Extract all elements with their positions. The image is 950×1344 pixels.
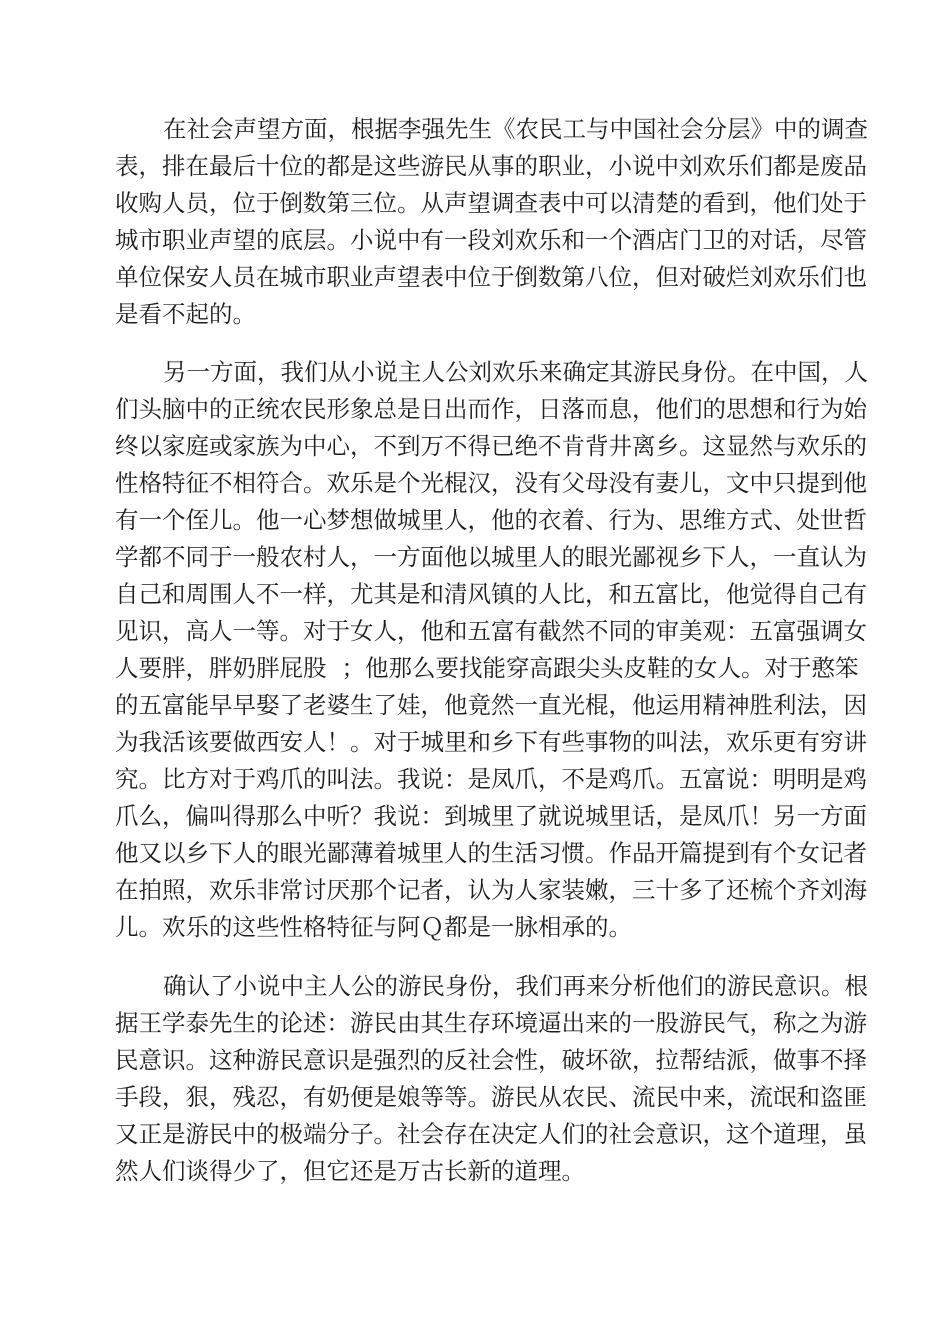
text-line: 在社会声望方面，根据李强先生《农民工与中国社会分层》中的调查	[163, 115, 868, 143]
text-line: 他又以乡下人的眼光鄙薄着城里人的生活习惯。作品开篇提到有个女记者	[115, 839, 867, 867]
text-line: 又正是游民中的极端分子。社会存在决定人们的社会意识，这个道理，虽	[115, 1120, 867, 1148]
text-line: 单位保安人员在城市职业声望表中位于倒数第八位，但对破烂刘欢乐们也	[115, 263, 867, 291]
text-line: 民意识。这种游民意识是强烈的反社会性，破坏欲，拉帮结派，做事不择	[115, 1046, 867, 1074]
text-line: 另一方面，我们从小说主人公刘欢乐来确定其游民身份。在中国，人	[163, 358, 868, 386]
text-line: 手段，狠，残忍，有奶便是娘等等。游民从农民、流民中来，流氓和盗匪	[115, 1083, 867, 1111]
text-line: 性格特征不相符合。欢乐是个光棍汉，没有父母没有妻儿，文中只提到他	[115, 469, 867, 497]
text-line: 们头脑中的正统农民形象总是日出而作，日落而息，他们的思想和行为始	[115, 395, 867, 423]
text-line: 究。比方对于鸡爪的叫法。我说：是凤爪，不是鸡爪。五富说：明明是鸡	[115, 765, 867, 793]
text-line: 自己和周围人不一样，尤其是和清风镇的人比，和五富比，他觉得自己有	[115, 580, 867, 608]
text-line: 据王学泰先生的论述：游民由其生存环境逼出来的一股游民气，称之为游	[115, 1009, 867, 1037]
text-line: 城市职业声望的底层。小说中有一段刘欢乐和一个酒店门卫的对话，尽管	[115, 226, 867, 254]
text-line: 确认了小说中主人公的游民身份，我们再来分析他们的游民意识。根	[163, 972, 868, 1000]
text-line: 在拍照，欢乐非常讨厌那个记者，认为人家装嫩，三十多了还梳个齐刘海	[115, 876, 867, 904]
text-line: 学都不同于一般农村人，一方面他以城里人的眼光鄙视乡下人，一直认为	[115, 543, 867, 571]
text-line: 终以家庭或家族为中心，不到万不得已绝不肯背井离乡。这显然与欢乐的	[115, 432, 867, 460]
text-line: 是看不起的。	[115, 300, 256, 328]
text-line: 的五富能早早娶了老婆生了娃，他竟然一直光棍，他运用精神胜利法，因	[115, 691, 867, 719]
text-line: 人要胖，胖奶胖屁股 ；他那么要找能穿高跟尖头皮鞋的女人。对于憨笨	[115, 654, 859, 682]
text-line: 儿。欢乐的这些性格特征与阿Ｑ都是一脉相承的。	[115, 913, 632, 941]
text-line: 为我活该要做西安人！。对于城里和乡下有些事物的叫法，欢乐更有穷讲	[115, 728, 867, 756]
text-line: 有一个侄儿。他一心梦想做城里人，他的衣着、行为、思维方式、处世哲	[115, 506, 867, 534]
text-line: 表，排在最后十位的都是这些游民从事的职业，小说中刘欢乐们都是废品	[115, 152, 867, 180]
text-line: 爪么，偏叫得那么中听？我说：到城里了就说城里话，是凤爪！另一方面	[115, 802, 867, 830]
text-line: 收购人员，位于倒数第三位。从声望调查表中可以清楚的看到，他们处于	[115, 189, 867, 217]
text-line: 然人们谈得少了，但它还是万古长新的道理。	[115, 1157, 585, 1185]
text-line: 见识，高人一等。对于女人，他和五富有截然不同的审美观：五富强调女	[115, 617, 867, 645]
